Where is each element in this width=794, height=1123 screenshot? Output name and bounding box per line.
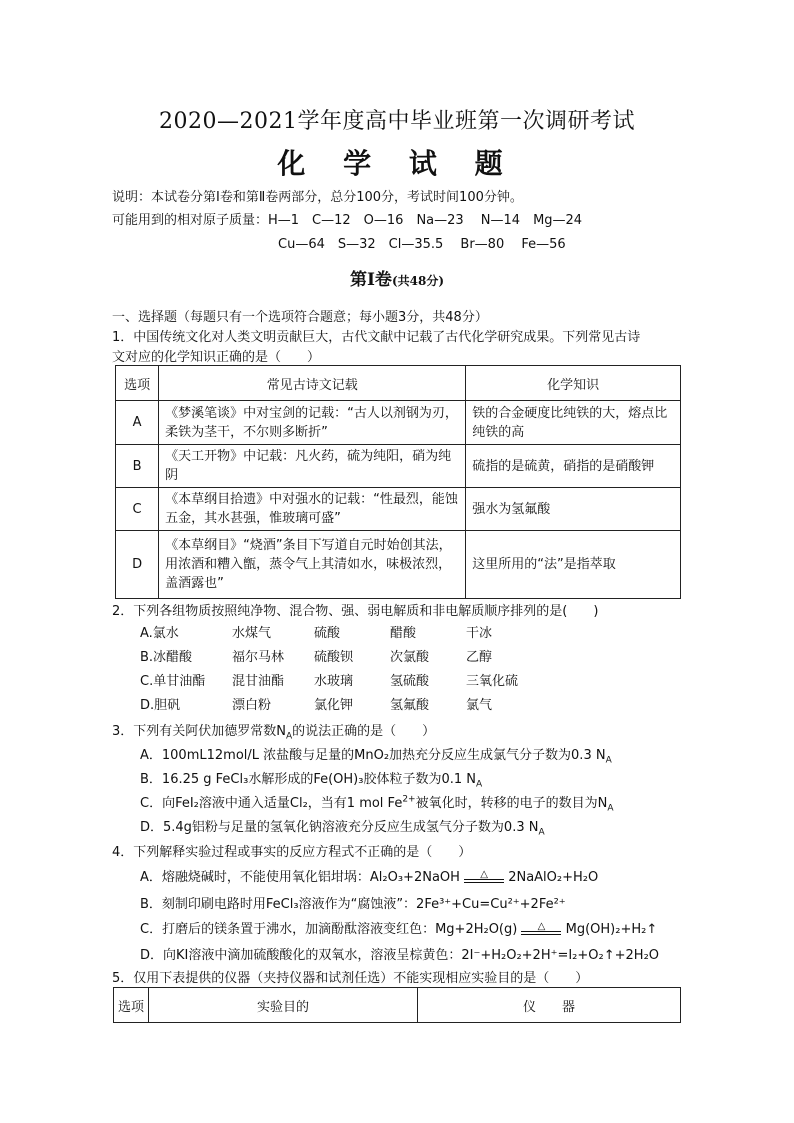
q4-option-c-text: C．打磨后的镁条置于沸水，加滴酚酞溶液变红色：Mg+2H₂O(g) xyxy=(140,922,518,937)
q3-stem-text: 3．下列有关阿伏加德罗常数N xyxy=(112,724,286,739)
q4-option-a xyxy=(140,866,598,887)
q3-option-d-text: D．5.4g铝粉与足量的氢氧化钠溶液充分反应生成氢气分子数为0.3 N xyxy=(140,820,539,835)
subject-title: 化 学 试 题 xyxy=(277,147,517,180)
subscript: A xyxy=(607,803,614,814)
q3-option-c-text: C．向FeI₂溶液中通入适量Cl₂，当有1 mol Fe xyxy=(140,796,403,811)
exam-title: 2020—2021学年度高中毕业班第一次调研考试 xyxy=(159,109,635,134)
substance: 干冰 xyxy=(466,626,493,641)
q5-stem: 5．仅用下表提供的仪器（夹持仪器和试剂任选）不能实现相应实验目的是（ ） xyxy=(112,971,589,986)
chemistry-knowledge: 铁的合金硬度比纯铁的大，熔点比纯铁的高 xyxy=(466,401,681,445)
classical-record: 《梦溪笔谈》中对宝剑的记载：“古人以剂钢为刃，柔铁为茎干，不尔则多断折” xyxy=(159,401,466,445)
q3-option-b-text: B．16.25 g FeCl₃水解形成的Fe(OH)₃胶体粒子数为0.1 N xyxy=(140,772,476,787)
q1-stem-line2: 文对应的化学知识正确的是（ ） xyxy=(112,350,321,365)
q2-option-row xyxy=(140,622,526,646)
q2-stem: 2．下列各组物质按照纯净物、混合物、强、弱电解质和非电解质顺序排列的是( ) xyxy=(112,604,599,619)
substance: 水煤气 xyxy=(232,626,272,641)
q3-option-c-tail: 被氧化时，转移的电子的数目为N xyxy=(415,796,608,811)
q2-option-row xyxy=(140,646,526,670)
heat-symbol: △ xyxy=(537,921,546,932)
exam-note: 说明：本试卷分第Ⅰ卷和第Ⅱ卷两部分，总分100分，考试时间100分钟。 xyxy=(112,190,523,205)
q3-stem-tail: 的说法正确的是（ ） xyxy=(292,724,436,739)
substance: 三氧化硫 xyxy=(466,674,519,689)
q3-stem xyxy=(112,720,435,742)
q3-option-b xyxy=(140,768,482,790)
q3-option-a xyxy=(140,744,612,766)
q4-option-a-text: A．熔融烧碱时，不能使用氧化铝坩埚：Al₂O₃+2NaOH xyxy=(140,870,460,885)
section-instruction: 一、选择题（每题只有一个选项符合题意；每小题3分，共48分） xyxy=(112,310,488,325)
q3-option-c xyxy=(140,792,614,814)
option-letter: A xyxy=(116,401,159,445)
heating-condition-mark xyxy=(464,870,504,883)
q4-option-d: D．向KI溶液中滴加硫酸酸化的双氧水，溶液呈棕黄色：2I⁻+H₂O₂+2H⁺=I₂+O₂↑+2H₂O xyxy=(140,948,660,963)
chemistry-knowledge: 这里所用的“法”是指萃取 xyxy=(466,531,681,599)
chemistry-knowledge: 强水为氢氟酸 xyxy=(466,488,681,531)
subscript: A xyxy=(538,827,545,838)
q2-options xyxy=(140,622,526,718)
substance: 醋酸 xyxy=(390,626,417,641)
table-row xyxy=(116,531,681,599)
option-letter: C xyxy=(116,488,159,531)
section-name: 第Ⅰ卷 xyxy=(349,270,392,290)
q4-stem: 4．下列解释实验过程或事实的反应方程式不正确的是（ ） xyxy=(112,845,472,860)
substance: C.单甘油酯 xyxy=(140,674,206,689)
table-row xyxy=(116,488,681,531)
substance: 次氯酸 xyxy=(390,650,430,665)
superscript: 2+ xyxy=(402,794,416,805)
table-header-row xyxy=(114,988,681,1023)
table-header: 仪 器 xyxy=(418,988,681,1023)
section-title xyxy=(0,265,794,290)
q2-option-row xyxy=(140,670,526,694)
q1-stem-line1: 1．中国传统文化对人类文明贡献巨大，古代文献中记载了古代化学研究成果。下列常见古诗 xyxy=(112,330,641,345)
substance: B.冰醋酸 xyxy=(140,650,193,665)
heating-condition-mark xyxy=(521,922,561,935)
classical-record: 《本草纲目拾遗》中对强水的记载：“性最烈，能蚀五金，其水甚强，惟玻璃可盛” xyxy=(159,488,466,531)
substance: A.氯水 xyxy=(140,626,179,641)
subscript: A xyxy=(475,779,483,790)
atomic-masses-line1: 可能用到的相对原子质量：H—1 C—12 O—16 Na—23 N—14 Mg—24 xyxy=(112,213,583,228)
table-header: 选项 xyxy=(114,988,149,1023)
substance: 氢硫酸 xyxy=(390,674,430,689)
substance: 漂白粉 xyxy=(232,698,272,713)
table-header-row xyxy=(116,366,681,401)
q4-option-c xyxy=(140,918,657,939)
table-header: 实验目的 xyxy=(149,988,418,1023)
q3-stem-sub: A xyxy=(286,731,293,742)
substance: 硫酸 xyxy=(314,626,341,641)
option-letter: D xyxy=(116,531,159,599)
q1-table xyxy=(115,365,681,599)
table-header: 选项 xyxy=(116,366,159,401)
substance: 硫酸钡 xyxy=(314,650,354,665)
q5-table xyxy=(113,987,681,1023)
substance: 混甘油酯 xyxy=(232,674,285,689)
q4-option-c-products: Mg(OH)₂+H₂↑ xyxy=(565,922,658,937)
table-row xyxy=(116,401,681,445)
atomic-masses-line2: Cu—64 S—32 Cl—35.5 Br—80 Fe—56 xyxy=(278,237,566,252)
substance: 氯化钾 xyxy=(314,698,354,713)
subscript: A xyxy=(605,755,612,766)
classical-record: 《天工开物》中记载：凡火药，硫为纯阳，硝为纯阴 xyxy=(159,445,466,488)
table-header: 化学知识 xyxy=(466,366,681,401)
substance: 乙醇 xyxy=(466,650,493,665)
section-score: (共48分) xyxy=(391,274,444,288)
chemistry-knowledge: 硫指的是硫黄，硝指的是硝酸钾 xyxy=(466,445,681,488)
table-row xyxy=(116,445,681,488)
substance: 氯气 xyxy=(466,698,493,713)
option-letter: B xyxy=(116,445,159,488)
q4-option-a-products: 2NaAlO₂+H₂O xyxy=(508,870,599,885)
q2-option-row xyxy=(140,694,526,718)
substance: 氢氟酸 xyxy=(390,698,430,713)
substance: 水玻璃 xyxy=(314,674,354,689)
q4-option-b: B．刻制印刷电路时用FeCl₃溶液作为“腐蚀液”：2Fe³⁺+Cu=Cu²⁺+2Fe²⁺ xyxy=(140,897,566,912)
heat-symbol: △ xyxy=(480,869,488,880)
q3-option-a-text: A．100mL12mol/L 浓盐酸与足量的MnO₂加热充分反应生成氯气分子数为0.3 N xyxy=(140,748,606,763)
substance: 福尔马林 xyxy=(232,650,285,665)
q3-option-d xyxy=(140,816,545,838)
classical-record: 《本草纲目》“烧酒”条目下写道自元时始创其法，用浓酒和糟入甑，蒸令气上其清如水，味极浓烈，盖酒露也” xyxy=(159,531,466,599)
table-header: 常见古诗文记载 xyxy=(159,366,466,401)
substance: D.胆矾 xyxy=(140,698,181,713)
